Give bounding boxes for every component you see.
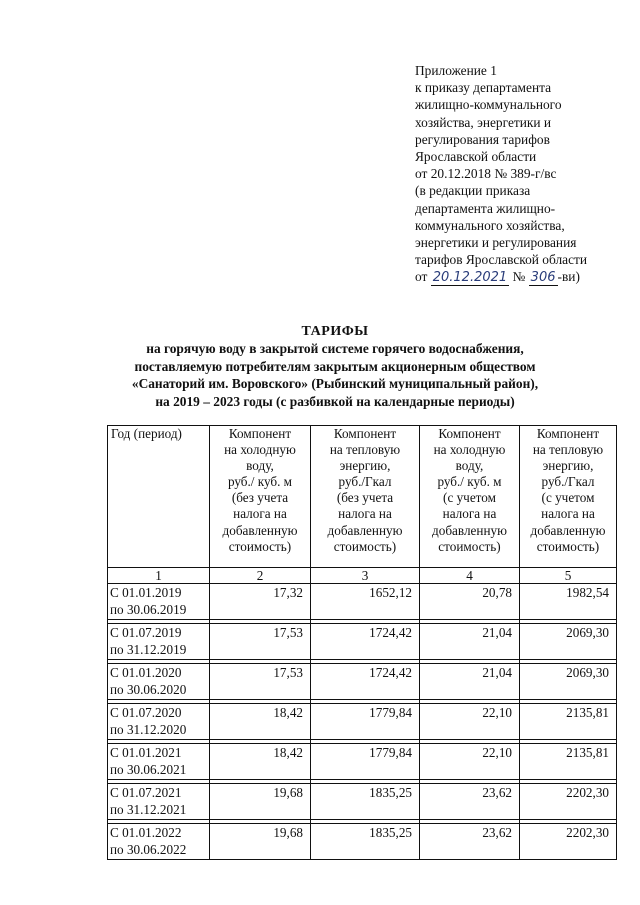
header-text-line: налога на [541, 506, 595, 522]
appendix-line: Приложение 1 [415, 63, 497, 78]
header-text-line: налога на [442, 506, 497, 522]
tariff-value-cell: 17,53 [210, 664, 311, 700]
appendix-line: коммунального хозяйства, [415, 217, 565, 233]
period-cell [108, 824, 210, 860]
tariff-value-cell: 23,62 [420, 824, 520, 860]
period-cell [108, 704, 210, 740]
appendix-line: жилищно-коммунального [415, 97, 562, 113]
table-row [108, 824, 617, 860]
period-cell [108, 584, 210, 620]
period-cell [108, 744, 210, 780]
tariff-value-cell: 2202,30 [520, 824, 617, 860]
period-from: С 01.01.2019 [110, 585, 182, 600]
appendix-note [415, 62, 630, 286]
table-row [108, 704, 617, 740]
tariff-value-cell: 17,32 [210, 584, 311, 620]
header-text-line: воду, [246, 458, 274, 474]
table-header-row [108, 426, 617, 568]
tariff-value-cell: 19,68 [210, 784, 311, 820]
period-from: С 01.07.2020 [110, 705, 182, 720]
header-text-line: на холодную [224, 442, 296, 458]
tariff-value-cell: 2135,81 [520, 744, 617, 780]
period-cell [108, 784, 210, 820]
period-cell [108, 624, 210, 660]
column-number: 2 [210, 568, 311, 584]
appendix-line: тарифов Ярославской области [415, 252, 588, 268]
header-text-line: энергию, [339, 458, 391, 474]
tariff-value-cell: 17,53 [210, 624, 311, 660]
appendix-line: (в редакции приказа [415, 183, 531, 199]
tariff-value-cell: 1835,25 [311, 784, 420, 820]
header-text-line: руб./Гкал [338, 474, 392, 490]
header-text-line: налога на [233, 506, 287, 522]
period-to: по 30.06.2022 [110, 842, 187, 857]
tariff-table [107, 425, 617, 860]
number-sign: № [512, 269, 526, 285]
header-text-line: Компонент [536, 426, 600, 441]
table-row [108, 624, 617, 660]
tariff-value-cell: 21,04 [420, 624, 520, 660]
tariff-value-cell: 2069,30 [520, 624, 617, 660]
header-text-line: (без учета [336, 490, 394, 506]
period-cell [108, 664, 210, 700]
column-number: 5 [520, 568, 617, 584]
header-text-line: (с учетом [443, 490, 496, 506]
header-text-line: руб./ куб. м [437, 474, 502, 490]
appendix-line: к приказу департамента [415, 80, 552, 96]
tariff-value-cell: 19,68 [210, 824, 311, 860]
appendix-line: Ярославской области [415, 149, 537, 165]
header-text-line: добавленную [432, 522, 507, 538]
column-number-row [108, 568, 617, 584]
tariff-value-cell: 20,78 [420, 584, 520, 620]
handwritten-date: 20.12.2021 [432, 270, 508, 286]
header-text-line: руб./ куб. м [227, 474, 293, 490]
period-to: по 31.12.2021 [110, 802, 187, 817]
title-line: поставляемую потребителям закрытым акционерным обществом [134, 358, 536, 374]
header-text-line: добавленную [327, 522, 403, 538]
tariff-value-cell: 2135,81 [520, 704, 617, 740]
header-text-line: Компонент [333, 426, 397, 441]
period-to: по 31.12.2020 [110, 722, 187, 737]
tariff-value-cell: 1779,84 [311, 744, 420, 780]
header-text-line: добавленную [222, 522, 298, 538]
tariff-value-cell: 1835,25 [311, 824, 420, 860]
tariff-value-cell: 23,62 [420, 784, 520, 820]
header-text-line: (без учета [231, 490, 289, 506]
header-heat-energy-vat [520, 426, 617, 568]
table-row [108, 784, 617, 820]
period-to: по 30.06.2019 [110, 602, 187, 617]
tariff-value-cell: 2069,30 [520, 664, 617, 700]
header-period [108, 426, 210, 568]
period-from: С 01.01.2022 [110, 825, 182, 840]
period-from: С 01.07.2021 [110, 785, 182, 800]
header-text-line: энергию, [542, 458, 594, 474]
tariff-table-body [108, 584, 617, 860]
tariff-value-cell: 1982,54 [520, 584, 617, 620]
handwritten-number: 306 [530, 270, 556, 286]
appendix-line: от 20.12.2018 № 389-г/вс [415, 166, 557, 182]
tariff-value-cell: 2202,30 [520, 784, 617, 820]
title-main: ТАРИФЫ [301, 324, 369, 339]
header-text-line: воду, [455, 458, 484, 474]
column-number: 1 [108, 568, 210, 584]
title-line: на 2019 – 2023 годы (с разбивкой на календарные периоды) [155, 393, 515, 409]
column-number: 4 [420, 568, 520, 584]
tariff-value-cell: 1652,12 [311, 584, 420, 620]
tariff-value-cell: 22,10 [420, 744, 520, 780]
period-from: С 01.01.2020 [110, 665, 182, 680]
header-text-line: на тепловую [532, 442, 604, 458]
appendix-line: хозяйства, энергетики и [415, 114, 552, 130]
table-row [108, 664, 617, 700]
header-text-line: Компонент [438, 426, 501, 441]
amendment-prefix: от [415, 269, 428, 285]
header-text-line: добавленную [530, 522, 606, 538]
period-to: по 30.06.2021 [110, 762, 187, 777]
tariff-value-cell: 1724,42 [311, 624, 420, 660]
table-row [108, 584, 617, 620]
amendment-suffix: -ви) [557, 269, 580, 285]
tariff-value-cell: 18,42 [210, 744, 311, 780]
appendix-line: департамента жилищно- [415, 200, 556, 216]
tariff-value-cell: 22,10 [420, 704, 520, 740]
header-text-line: стоимость) [333, 538, 397, 554]
period-to: по 31.12.2019 [110, 642, 187, 657]
header-text-line: стоимость) [536, 538, 600, 554]
header-cold-water-vat [420, 426, 520, 568]
header-text-line: руб./Гкал [541, 474, 595, 490]
header-text-line: стоимость) [438, 538, 501, 554]
period-to: по 30.06.2020 [110, 682, 187, 697]
tariff-value-cell: 1779,84 [311, 704, 420, 740]
title-line: «Санаторий им. Воровского» (Рыбинский муниципальный район), [131, 376, 539, 392]
appendix-line: энергетики и регулирования [415, 235, 577, 251]
header-text-line: на холодную [433, 442, 506, 458]
tariff-value-cell: 18,42 [210, 704, 311, 740]
document-title [60, 323, 610, 410]
header-text-line: Компонент [228, 426, 292, 441]
header-text-line: Год (период) [111, 426, 182, 441]
period-from: С 01.07.2019 [110, 625, 182, 640]
appendix-amendment-line [415, 268, 630, 286]
header-text-line: на тепловую [329, 442, 401, 458]
column-number: 3 [311, 568, 420, 584]
tariff-value-cell: 1724,42 [311, 664, 420, 700]
header-text-line: (с учетом [541, 490, 595, 506]
tariff-value-cell: 21,04 [420, 664, 520, 700]
appendix-line: регулирования тарифов [415, 131, 550, 147]
header-text-line: стоимость) [228, 538, 292, 554]
table-row [108, 744, 617, 780]
header-text-line: налога на [338, 506, 392, 522]
header-heat-energy-no-vat [311, 426, 420, 568]
period-from: С 01.01.2021 [110, 745, 182, 760]
header-cold-water-no-vat [210, 426, 311, 568]
title-line: на горячую воду в закрытой системе горячего водоснабжения, [146, 341, 524, 357]
